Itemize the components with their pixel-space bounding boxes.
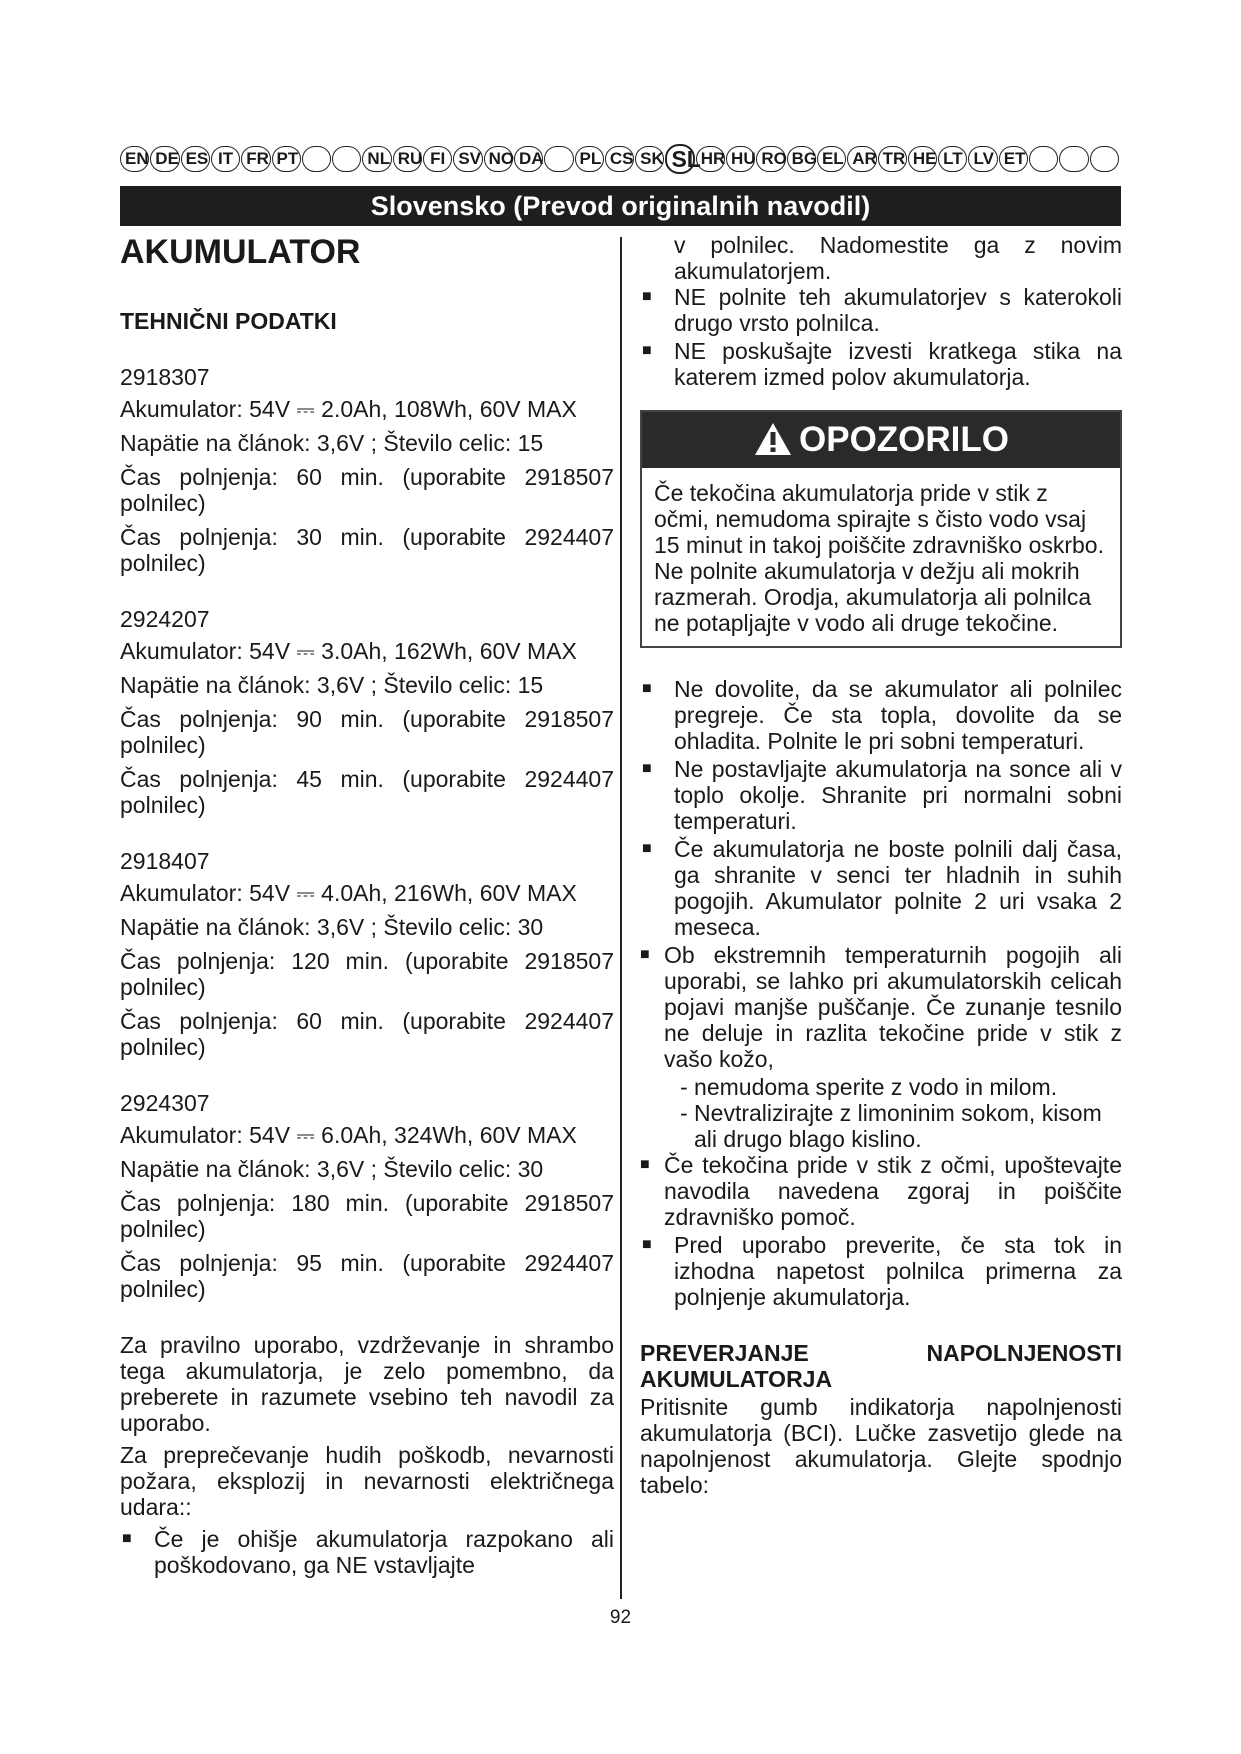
- language-tab-blank-7[interactable]: [332, 146, 361, 172]
- bullet-list-top: [640, 284, 1122, 390]
- sub-item: - nemudoma sperite z vodo in milom.: [680, 1074, 1058, 1100]
- language-tab-bg[interactable]: BG: [787, 146, 816, 172]
- warning-header: [642, 412, 1120, 468]
- bullet-item: ■ Če akumulatorja ne boste polnili dalj časa, ga shranite v senci ter hladnih in suhih pogojih. Akumulator polnite 2 uri vsaka 2 meseca.: [640, 836, 1122, 940]
- spec-line: Napätie na článok: 3,6V ; Število celic: 30: [120, 1156, 544, 1182]
- bullet-item: ■ NE polnite teh akumulatorjev s katerokoli drugo vrsto polnilca.: [640, 284, 1122, 336]
- spec-block: [120, 606, 614, 818]
- continued-text: v polnilec. Nadomestite ga z novim akumulatorjem.: [674, 232, 1122, 284]
- language-tab-blank-30[interactable]: [1029, 146, 1058, 172]
- language-tab-ru[interactable]: RU: [393, 146, 422, 172]
- spec-block: [120, 848, 614, 1060]
- language-tab-el[interactable]: EL: [817, 146, 846, 172]
- language-tab-cs[interactable]: CS: [605, 146, 634, 172]
- model-number: 2918407: [120, 848, 210, 874]
- warning-box: [640, 410, 1122, 648]
- battery-check-text: Pritisnite gumb indikatorja napolnjenosti akumulatorja (BCI). Lučke zasvetijo glede na napolnjenost akumulatorja. Glejte spodnjo tabelo:: [640, 1394, 1122, 1498]
- language-tab-fr[interactable]: FR: [241, 146, 270, 172]
- spec-block: [120, 364, 614, 576]
- language-tab-lv[interactable]: LV: [968, 146, 997, 172]
- warning-text: Če tekočina akumulatorja pride v stik z očmi, nemudoma spirajte s čisto vodo vsaj 15 minut in takoj poiščite zdravniško oskrbo. Ne polnite akumulatorja v dežju ali mokrih razmerah. Orodja, akumulatorja ali polnilca ne potapljajte v vodo ali druge tekočine.: [654, 480, 1104, 636]
- model-number: 2924207: [120, 606, 210, 632]
- heading-word: PREVERJANJE: [640, 1340, 809, 1366]
- sub-item-list: [640, 1074, 1122, 1152]
- spec-line: Napätie na článok: 3,6V ; Število celic: 30: [120, 914, 544, 940]
- column-divider: [620, 237, 622, 1599]
- model-number: 2924307: [120, 1090, 210, 1116]
- language-tab-it[interactable]: IT: [211, 146, 240, 172]
- language-tab-pt[interactable]: PT: [272, 146, 301, 172]
- spec-line: Napätie na článok: 3,6V ; Število celic: 15: [120, 430, 544, 456]
- language-tab-sv[interactable]: SV: [453, 146, 482, 172]
- language-tab-tr[interactable]: TR: [878, 146, 907, 172]
- language-tab-et[interactable]: ET: [999, 146, 1028, 172]
- warning-triangle-icon: [753, 421, 793, 457]
- language-tab-pl[interactable]: PL: [575, 146, 604, 172]
- spec-line: Čas polnjenja: 90 min. (uporabite 2918507 polnilec): [120, 706, 614, 758]
- left-column: [120, 232, 614, 1580]
- spec-block: [120, 1090, 614, 1302]
- model-number: 2918307: [120, 364, 210, 390]
- bullet-item: ■ Če je ohišje akumulatorja razpokano ali poškodovano, ga NE vstavljajte: [120, 1526, 614, 1578]
- language-tab-sl[interactable]: SL: [665, 144, 694, 174]
- prevention-paragraph: Za preprečevanje hudih poškodb, nevarnosti požara, eksplozij in nevarnosti električnega udara::: [120, 1442, 614, 1520]
- spec-line: Akumulator: 54V ⎓ 3.0Ah, 162Wh, 60V MAX: [120, 638, 577, 664]
- language-tab-no[interactable]: NO: [484, 146, 513, 172]
- language-tab-en[interactable]: EN: [120, 146, 149, 172]
- heading-word: AKUMULATORJA: [640, 1366, 833, 1392]
- bullet-item: ■ NE poskušajte izvesti kratkega stika na katerem izmed polov akumulatorja.: [640, 338, 1122, 390]
- bullet-list-mid: [640, 676, 1122, 940]
- bullet-item: ■ Ne dovolite, da se akumulator ali polnilec pregreje. Če sta topla, dovolite da se ohladita. Polnite le pri sobni temperaturi.: [640, 676, 1122, 754]
- language-tab-blank-6[interactable]: [302, 146, 331, 172]
- sub-item: - Nevtralizirajte z limoninim sokom, kisom ali drugo blago kislino.: [680, 1100, 1102, 1152]
- language-tabs: [120, 146, 1120, 176]
- language-tab-sk[interactable]: SK: [635, 146, 664, 172]
- language-tab-lt[interactable]: LT: [938, 146, 967, 172]
- spec-line: Akumulator: 54V ⎓ 6.0Ah, 324Wh, 60V MAX: [120, 1122, 577, 1148]
- language-tab-blank-14[interactable]: [544, 146, 573, 172]
- section-heading: AKUMULATOR: [120, 233, 361, 271]
- language-tab-he[interactable]: HE: [908, 146, 937, 172]
- spec-line: Čas polnjenja: 45 min. (uporabite 2924407 polnilec): [120, 766, 614, 818]
- spec-line: Čas polnjenja: 120 min. (uporabite 2918507 polnilec): [120, 948, 614, 1000]
- spec-list: [120, 364, 614, 1302]
- spec-line: Čas polnjenja: 180 min. (uporabite 2918507 polnilec): [120, 1190, 614, 1242]
- language-tab-nl[interactable]: NL: [362, 146, 391, 172]
- bullet-item: ■ Ob ekstremnih temperaturnih pogojih ali uporabi, se lahko pri akumulatorskih celicah pojavi manjše puščanje. Če zunanje tesnilo ne deluje in razlita tekočine pride v stik z vašo kožo,: [640, 942, 1122, 1072]
- language-tab-ar[interactable]: AR: [847, 146, 876, 172]
- language-tab-de[interactable]: DE: [150, 146, 179, 172]
- warning-title: OPOZORILO: [799, 420, 1009, 459]
- bullet-item: ■ Če tekočina pride v stik z očmi, upoštevajte navodila navedena zgoraj in poiščite zdravniško pomoč.: [640, 1152, 1122, 1230]
- page-number: 92: [609, 1607, 632, 1628]
- heading-word: NAPOLNJENOSTI: [926, 1340, 1122, 1366]
- language-tab-blank-31[interactable]: [1059, 146, 1088, 172]
- spec-line: Čas polnjenja: 95 min. (uporabite 2924407 polnilec): [120, 1250, 614, 1302]
- language-tab-fi[interactable]: FI: [423, 146, 452, 172]
- language-tab-hr[interactable]: HR: [696, 146, 725, 172]
- spec-line: Čas polnjenja: 30 min. (uporabite 2924407 polnilec): [120, 524, 614, 576]
- spec-line: Akumulator: 54V ⎓ 2.0Ah, 108Wh, 60V MAX: [120, 396, 577, 422]
- language-tab-hu[interactable]: HU: [726, 146, 755, 172]
- bullet-item: ■ Pred uporabo preverite, če sta tok in izhodna napetost polnilca primerna za polnjenje akumulatorja.: [640, 1232, 1122, 1310]
- right-column: [640, 232, 1122, 1504]
- spec-line: Čas polnjenja: 60 min. (uporabite 2924407 polnilec): [120, 1008, 614, 1060]
- intro-paragraph: Za pravilno uporabo, vzdrževanje in shrambo tega akumulatorja, je zelo pomembno, da preberete in razumete vsebino teh navodil za uporabo.: [120, 1332, 614, 1436]
- technical-data-heading: TEHNIČNI PODATKI: [120, 308, 337, 334]
- language-tab-blank-32[interactable]: [1090, 146, 1119, 172]
- language-tab-es[interactable]: ES: [181, 146, 210, 172]
- spec-line: Akumulator: 54V ⎓ 4.0Ah, 216Wh, 60V MAX: [120, 880, 577, 906]
- spec-line: Napätie na článok: 3,6V ; Število celic: 15: [120, 672, 544, 698]
- battery-check-heading: [640, 1340, 1122, 1392]
- language-tab-da[interactable]: DA: [514, 146, 543, 172]
- bullet-item: ■ Ne postavljajte akumulatorja na sonce ali v toplo okolje. Shranite pri normalni sobni temperaturi.: [640, 756, 1122, 834]
- spec-line: Čas polnjenja: 60 min. (uporabite 2918507 polnilec): [120, 464, 614, 516]
- language-tab-ro[interactable]: RO: [756, 146, 785, 172]
- page-header-title: Slovensko (Prevod originalnih navodil): [120, 186, 1121, 226]
